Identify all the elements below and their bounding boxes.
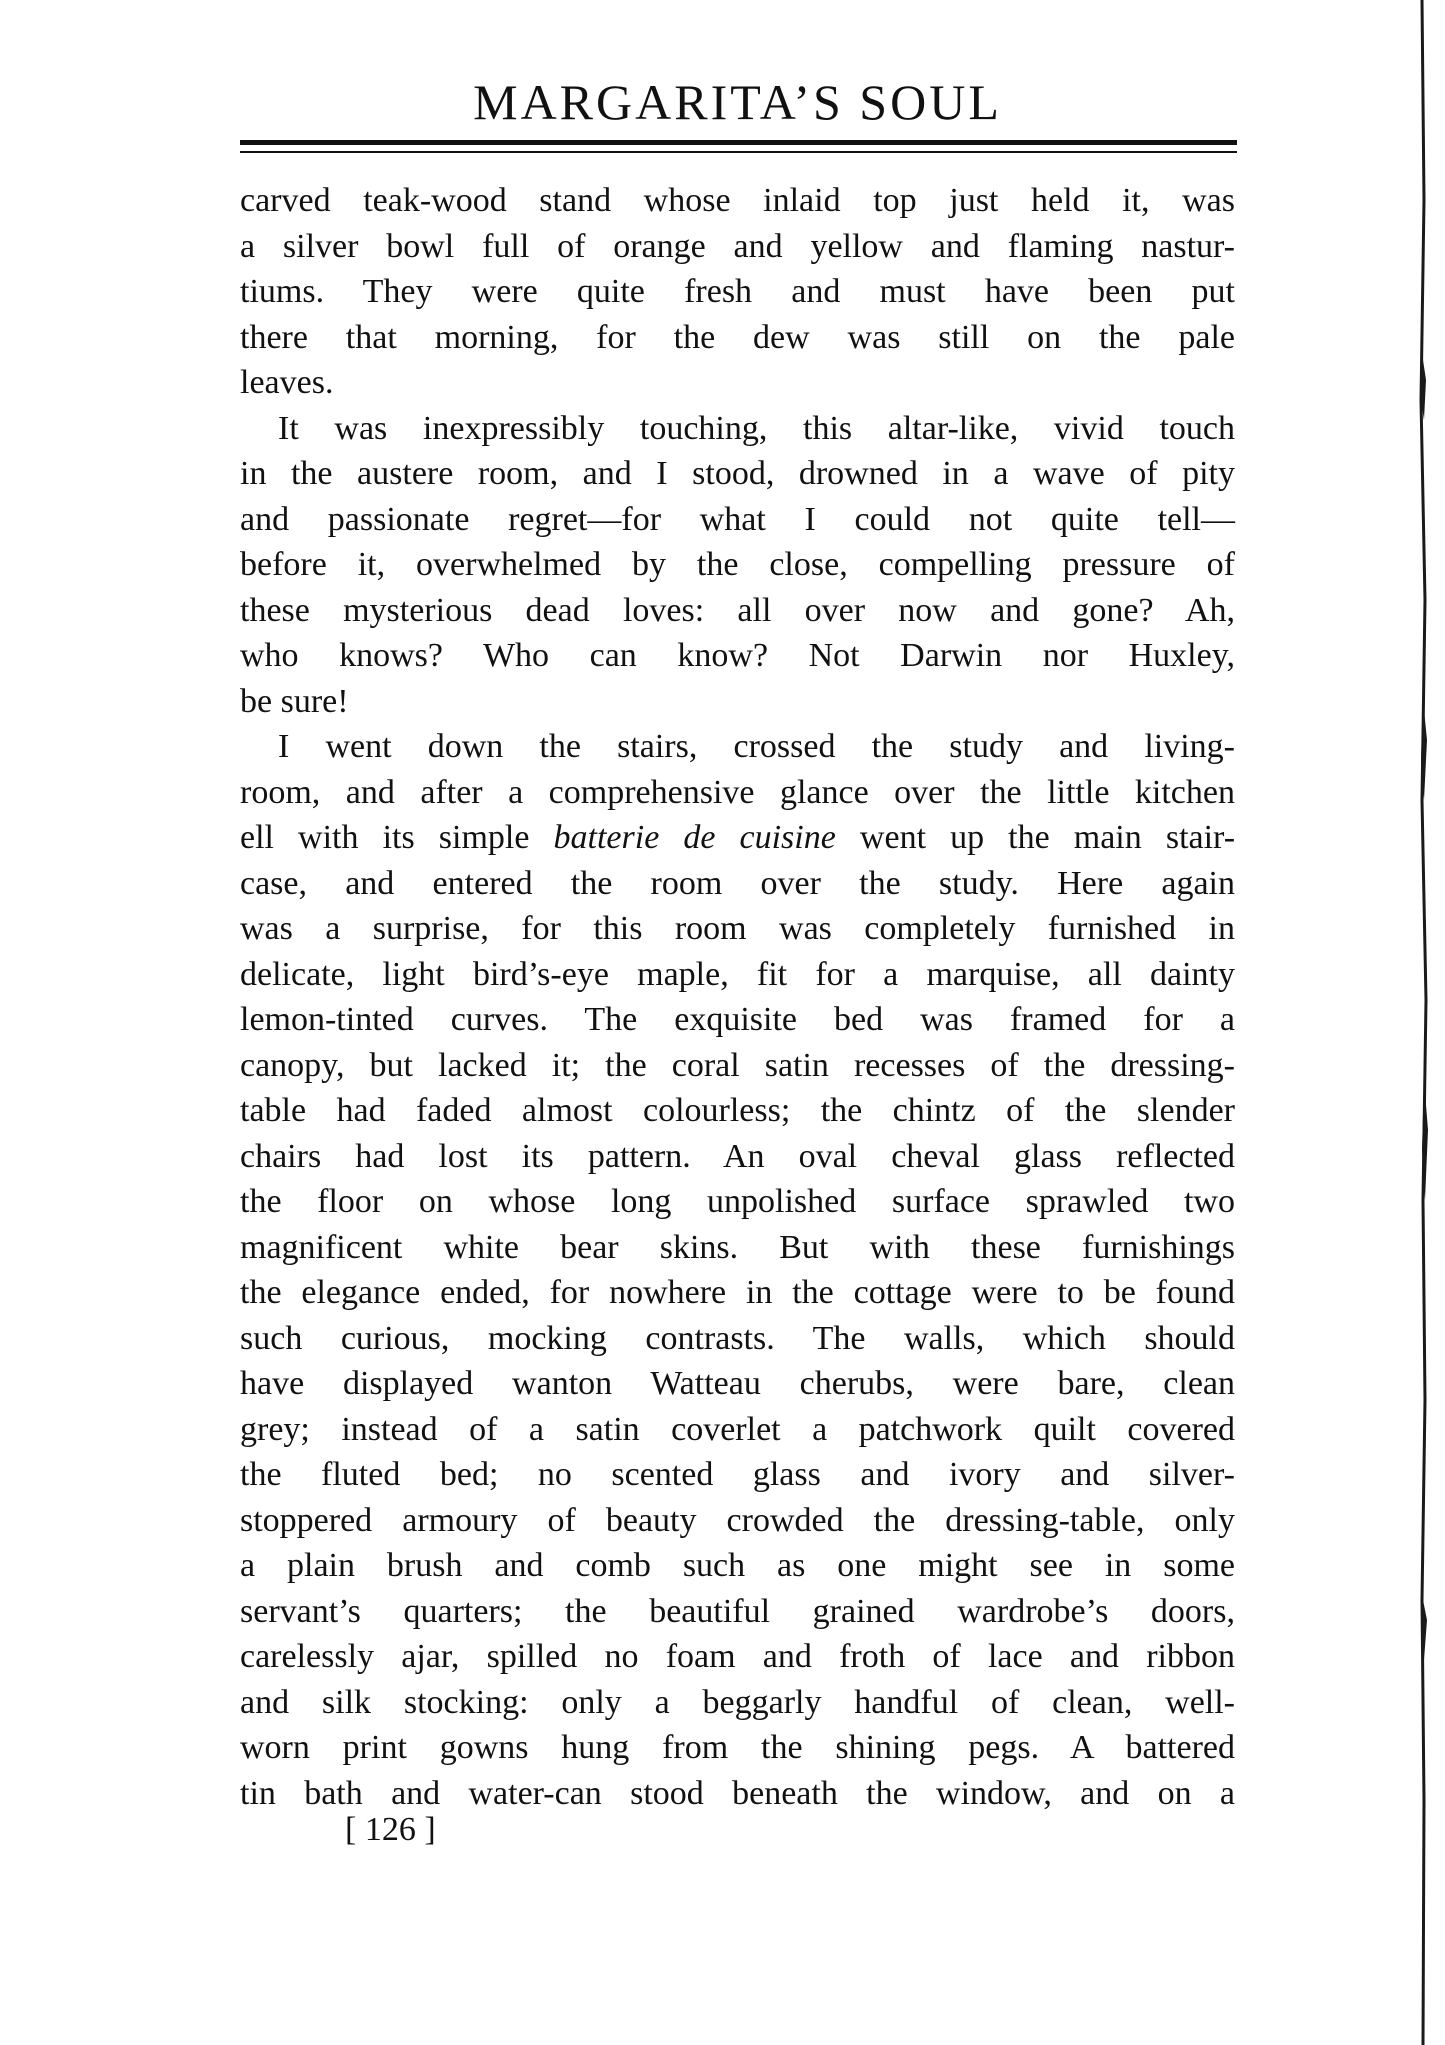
text-line: the floor on whose long unpolished surface sprawled two — [240, 1183, 1235, 1220]
text-line: carelessly ajar, spilled no foam and froth of lace and ribbon — [240, 1638, 1235, 1675]
text-line — [240, 815, 1235, 861]
text-line: and silk stocking: only a beggarly handful of clean, well- — [240, 1683, 1235, 1721]
text-line: magnificent white bear skins. But with these furnishings — [240, 1228, 1235, 1266]
text-line: delicate, light bird’s-eye maple, fit for a marquise, all dainty — [240, 955, 1235, 993]
body-text — [240, 178, 1235, 1816]
text-line: be sure! — [240, 682, 349, 720]
text-line: a plain brush and comb such as one might see in some — [240, 1547, 1235, 1584]
text-line: lemon-tinted curves. The exquisite bed was framed for a — [240, 1001, 1235, 1038]
italic-phrase: batterie de cuisine — [553, 819, 836, 856]
page-number: [ 126 ] — [345, 1811, 436, 1848]
text-line: who knows? Who can know? Not Darwin nor Huxley, — [240, 637, 1235, 674]
text-line: the elegance ended, for nowhere in the cottage were to be found — [240, 1274, 1235, 1311]
text-line: a silver bowl full of orange and yellow and flaming nastur- — [240, 227, 1235, 265]
text-run: ell with its simple — [240, 819, 554, 856]
running-head: MARGARITA’S SOUL — [473, 74, 1002, 130]
text-line: table had faded almost colourless; the chintz of the slender — [240, 1092, 1235, 1129]
text-line: canopy, but lacked it; the coral satin recesses of the dressing- — [240, 1046, 1235, 1084]
header-rule-thin — [240, 151, 1237, 153]
text-line: these mysterious dead loves: all over now and gone? Ah, — [240, 591, 1235, 629]
text-line: before it, overwhelmed by the close, compelling pressure of — [240, 546, 1235, 583]
page-edge-shadow — [1400, 0, 1445, 2045]
text-line: It was inexpressibly touching, this altar-like, vivid touch — [278, 409, 1235, 447]
text-line: such curious, mocking contrasts. The walls, which should — [240, 1319, 1235, 1357]
text-line: worn print gowns hung from the shining pegs. A battered — [240, 1729, 1235, 1766]
text-line: was a surprise, for this room was completely furnished in — [240, 910, 1235, 947]
text-line: tin bath and water-can stood beneath the window, and on a — [240, 1774, 1235, 1812]
text-line: grey; instead of a satin coverlet a patchwork quilt covered — [240, 1410, 1235, 1448]
text-line: in the austere room, and I stood, drowned in a wave of pity — [240, 455, 1235, 492]
text-line: tiums. They were quite fresh and must have been put — [240, 273, 1235, 310]
text-line: I went down the stairs, crossed the study and living- — [278, 728, 1235, 765]
text-line: carved teak-wood stand whose inlaid top just held it, was — [240, 182, 1235, 219]
text-line: the fluted bed; no scented glass and ivory and silver- — [240, 1456, 1235, 1493]
text-line: there that morning, for the dew was still on the pale — [240, 318, 1235, 356]
text-line: room, and after a comprehensive glance over the little kitchen — [240, 773, 1235, 811]
text-line: stoppered armoury of beauty crowded the dressing-table, only — [240, 1501, 1235, 1539]
header-rule-thick — [240, 140, 1237, 145]
text-run: went up the main stair- — [835, 819, 1236, 856]
text-line: and passionate regret—for what I could not quite tell— — [240, 500, 1235, 538]
text-line: servant’s quarters; the beautiful grained wardrobe’s doors, — [240, 1592, 1235, 1630]
text-line: case, and entered the room over the study. Here again — [240, 864, 1235, 902]
text-line: leaves. — [240, 364, 334, 401]
text-line: chairs had lost its pattern. An oval cheval glass reflected — [240, 1137, 1235, 1175]
text-line: have displayed wanton Watteau cherubs, were bare, clean — [240, 1365, 1235, 1402]
